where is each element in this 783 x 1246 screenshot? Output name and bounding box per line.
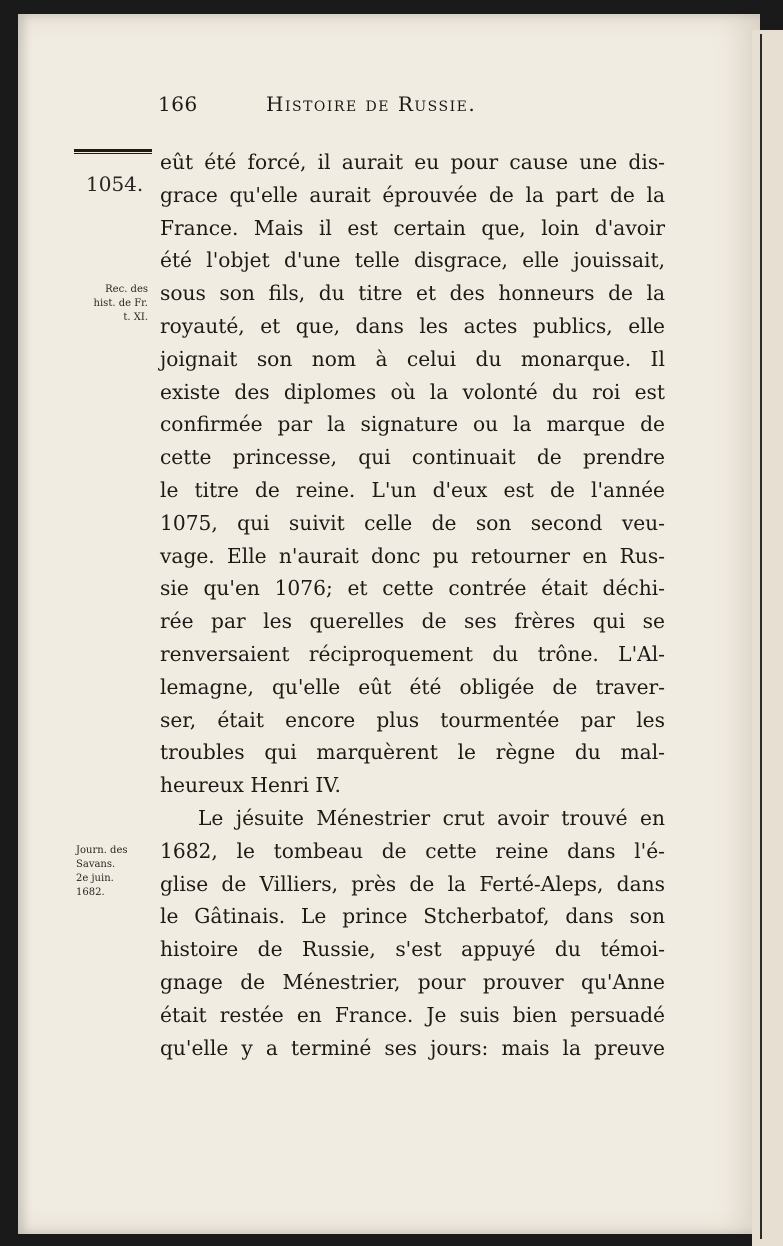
text-line: vage. Elle n'aurait donc pu retourner en Rus- [160, 543, 665, 568]
margin-note-line: 2e juin. [76, 873, 114, 884]
margin-note-journal [76, 844, 152, 900]
text-line: renversaient réciproquement du trône. L'Al- [160, 641, 665, 666]
margin-note-line: t. XI. [123, 312, 148, 323]
text-line: histoire de Russie, s'est appuyé du témoi- [160, 937, 665, 962]
text-line: sous son fils, du titre et des honneurs de la [160, 281, 665, 306]
gutter-line [760, 34, 762, 1239]
margin-note-line: Journ. des [76, 845, 128, 856]
running-title: Histoire de Russie. [266, 92, 477, 116]
text-line: 1682, le tombeau de cette reine dans l'é- [160, 838, 665, 863]
text-line: grace qu'elle aurait éprouvée de la part de la [160, 182, 665, 207]
text-line: heureux Henri IV. [160, 773, 341, 798]
page-number: 166 [158, 92, 198, 116]
text-line: Le jésuite Ménestrier crut avoir trouvé en [198, 805, 665, 830]
text-line: existe des diplomes où la volonté du roi est [160, 379, 665, 404]
text-line: France. Mais il est certain que, loin d'avoir [160, 215, 665, 240]
margin-year: 1054. [86, 172, 144, 196]
text-line: ser, était encore plus tourmentée par les [160, 707, 665, 732]
margin-note-line: Savans. [76, 859, 116, 870]
margin-note-line: hist. de Fr. [93, 298, 148, 309]
text-line: 1075, qui suivit celle de son second veu- [160, 510, 665, 535]
text-line: le Gâtinais. Le prince Stcherbatof, dans son [160, 904, 665, 929]
margin-rule [74, 149, 152, 154]
text-line: cette princesse, qui continuait de prendre [160, 445, 665, 470]
body-text [160, 146, 665, 1064]
text-line: royauté, et que, dans les actes publics, elle [160, 313, 665, 338]
text-line: gnage de Ménestrier, pour prouver qu'Anne [160, 969, 665, 994]
margin-note-reference [76, 283, 148, 325]
text-line: était restée en France. Je suis bien persuadé [160, 1002, 665, 1027]
text-line: joignait son nom à celui du monarque. Il [160, 346, 665, 371]
text-line: le titre de reine. L'un d'eux est de l'année [160, 477, 665, 502]
text-line: sie qu'en 1076; et cette contrée était déchi- [160, 576, 665, 601]
text-line: eût été forcé, il aurait eu pour cause une dis- [160, 150, 665, 174]
text-line: troubles qui marquèrent le règne du mal- [160, 740, 665, 765]
text-line: glise de Villiers, près de la Ferté-Aleps, dans [160, 871, 665, 896]
text-line: lemagne, qu'elle eût été obligée de traver- [160, 674, 665, 699]
margin-note-line: 1682. [76, 887, 105, 898]
text-line: rée par les querelles de ses frères qui se [160, 609, 665, 634]
margin-note-line: Rec. des [105, 284, 148, 295]
text-line: confirmée par la signature ou la marque de [160, 412, 665, 437]
text-line: été l'objet d'une telle disgrace, elle jouissait, [160, 248, 665, 273]
text-line: qu'elle y a terminé ses jours: mais la preuve [160, 1035, 665, 1060]
page-edge [752, 30, 783, 1246]
